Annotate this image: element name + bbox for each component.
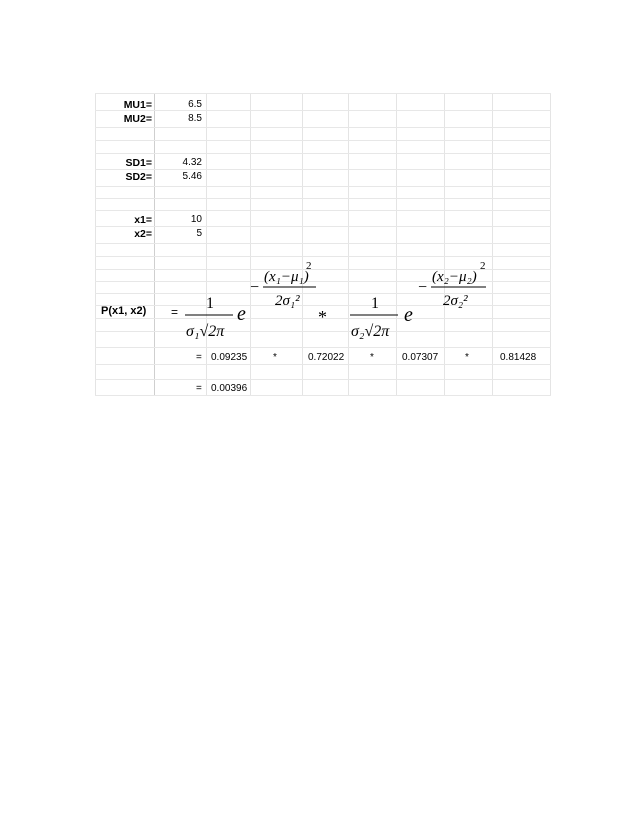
x2-label: x2= [134, 228, 152, 240]
grid-col-line [154, 93, 155, 396]
exp-e: e [237, 303, 246, 325]
denominator-sigma1: σ₁√2π [186, 323, 225, 340]
sd2-value[interactable]: 5.46 [182, 171, 202, 182]
mu1-label: MU1= [123, 99, 152, 111]
exp-power: 2 [480, 260, 486, 272]
grid-col-line [302, 93, 303, 396]
exp-den-2: 2σ₂² [443, 293, 468, 309]
row1-equals: = [196, 352, 202, 363]
exp-e: e [404, 304, 413, 326]
grid-col-line [492, 93, 493, 396]
grid-row-line [95, 210, 551, 211]
mu1-value[interactable]: 6.5 [188, 99, 202, 110]
grid-row-line [95, 140, 551, 141]
mu2-value[interactable]: 8.5 [188, 113, 202, 124]
grid-row-line [95, 281, 551, 282]
numerator-one: 1 [371, 295, 379, 312]
grid-row-line [95, 110, 551, 111]
grid-row-line [95, 243, 551, 244]
grid-row-line [95, 269, 551, 270]
grid-col-line [396, 93, 397, 396]
exp-power: 2 [306, 260, 312, 272]
grid-row-line [95, 305, 551, 306]
grid-col-line [348, 93, 349, 396]
grid-col-line [550, 93, 551, 396]
x1-value[interactable]: 10 [190, 214, 202, 225]
grid-col-line [250, 93, 251, 396]
numerator-one: 1 [206, 295, 214, 312]
row1-op-1: * [273, 352, 277, 363]
grid-row-line [95, 198, 551, 199]
grid-row-line [95, 379, 551, 380]
x2-value[interactable]: 5 [196, 228, 202, 239]
grid-row-line [95, 93, 551, 94]
sd2-label: SD2= [125, 171, 152, 183]
exp-minus: − [418, 279, 428, 296]
row1-value-4[interactable]: 0.81428 [500, 352, 537, 363]
row1-value-1[interactable]: 0.09235 [211, 352, 248, 363]
grid-col-line [444, 93, 445, 396]
exp-num-x1: (x₁−μ₁) [264, 269, 309, 285]
row2-equals: = [196, 383, 202, 394]
grid-row-line [95, 364, 551, 365]
exp-num-x2: (x₂−μ₂) [432, 269, 477, 285]
spreadsheet-grid [95, 93, 551, 396]
formula-equals: = [171, 305, 179, 319]
grid-row-line [95, 318, 551, 319]
grid-row-line [95, 186, 551, 187]
row1-op-2: * [370, 352, 374, 363]
mu2-label: MU2= [123, 113, 152, 125]
exp-den-1: 2σ₁² [275, 293, 300, 309]
grid-row-line [95, 153, 551, 154]
grid-row-line [95, 293, 551, 294]
row1-value-3[interactable]: 0.07307 [402, 352, 439, 363]
x1-label: x1= [134, 214, 152, 226]
formula-lhs: P(x1, x2) [101, 305, 147, 317]
row1-value-2[interactable]: 0.72022 [308, 352, 345, 363]
sd1-value[interactable]: 4.32 [182, 157, 202, 168]
grid-row-line [95, 395, 551, 396]
grid-row-line [95, 331, 551, 332]
grid-row-line [95, 127, 551, 128]
sd1-label: SD1= [125, 157, 152, 169]
multiply-sign: * [318, 307, 327, 327]
grid-col-line [95, 93, 96, 396]
denominator-sigma2: σ₂√2π [351, 323, 390, 340]
row2-result[interactable]: 0.00396 [211, 383, 248, 394]
grid-col-line [206, 93, 207, 396]
grid-row-line [95, 347, 551, 348]
row1-op-3: * [465, 352, 469, 363]
grid-row-line [95, 256, 551, 257]
grid-row-line [95, 226, 551, 227]
exp-minus: − [250, 279, 260, 296]
grid-row-line [95, 169, 551, 170]
